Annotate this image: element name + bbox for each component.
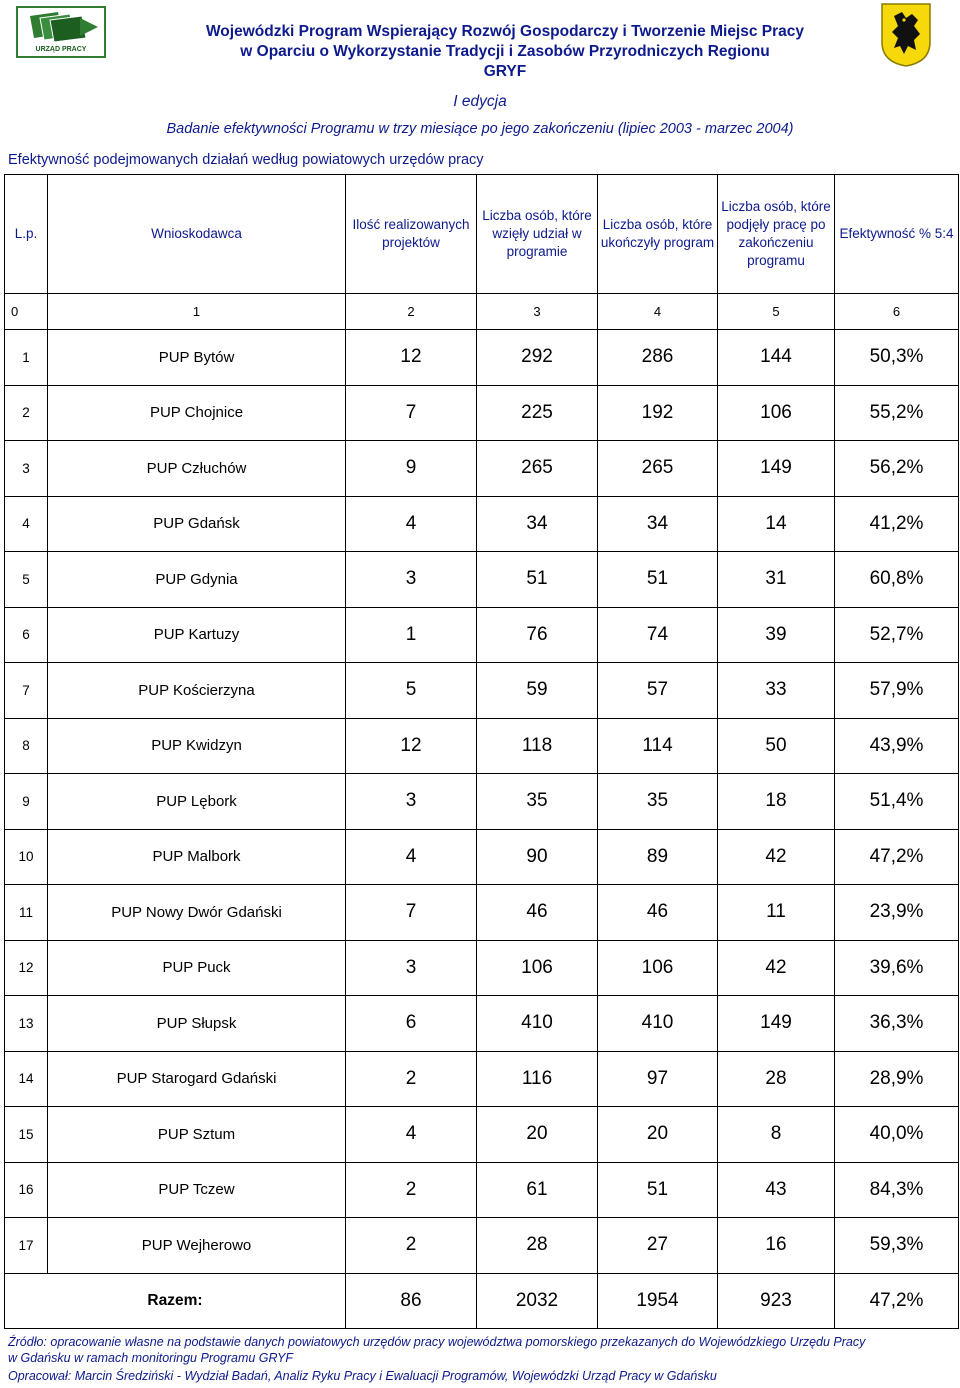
row-number: 11 (5, 885, 48, 941)
applicant-name: PUP Kartuzy (48, 607, 346, 663)
effectiveness-value: 84,3% (835, 1162, 959, 1218)
row-number: 12 (5, 940, 48, 996)
projects-count: 1 (346, 607, 477, 663)
projects-count: 2 (346, 1051, 477, 1107)
griffin-crest-icon (880, 2, 932, 68)
employed-count: 144 (718, 330, 835, 386)
completed-count: 27 (598, 1218, 718, 1274)
employed-count: 39 (718, 607, 835, 663)
title-line-3: GRYF (483, 63, 527, 80)
edition-label: I edycja (453, 93, 507, 110)
total-completed: 1954 (598, 1273, 718, 1328)
participants-count: 225 (477, 385, 598, 441)
effectiveness-value: 36,3% (835, 996, 959, 1052)
employed-count: 8 (718, 1107, 835, 1163)
row-number: 4 (5, 496, 48, 552)
projects-count: 7 (346, 885, 477, 941)
completed-count: 97 (598, 1051, 718, 1107)
completed-count: 57 (598, 663, 718, 719)
total-effectiveness: 47,2% (835, 1273, 959, 1328)
completed-count: 51 (598, 552, 718, 608)
source-note (8, 1334, 958, 1366)
table-row (5, 996, 959, 1052)
projects-count: 12 (346, 330, 477, 386)
table-row (5, 330, 959, 386)
row-number: 13 (5, 996, 48, 1052)
employed-count: 11 (718, 885, 835, 941)
row-number: 9 (5, 774, 48, 830)
participants-count: 28 (477, 1218, 598, 1274)
table-row (5, 441, 959, 497)
effectiveness-value: 43,9% (835, 718, 959, 774)
projects-count: 9 (346, 441, 477, 497)
applicant-name: PUP Chojnice (48, 385, 346, 441)
index-cell: 2 (346, 294, 477, 330)
projects-count: 4 (346, 1107, 477, 1163)
participants-count: 20 (477, 1107, 598, 1163)
effectiveness-value: 50,3% (835, 330, 959, 386)
effectiveness-value: 41,2% (835, 496, 959, 552)
employed-count: 14 (718, 496, 835, 552)
completed-count: 265 (598, 441, 718, 497)
completed-count: 114 (598, 718, 718, 774)
author-note: Opracował: Marcin Średziński - Wydział Badań, Analiz Ryku Pracy i Ewaluacji Programów, Wojewódzki Urząd Pracy w Gdańsku (8, 1369, 717, 1383)
completed-count: 286 (598, 330, 718, 386)
index-cell: 4 (598, 294, 718, 330)
applicant-name: PUP Słupsk (48, 996, 346, 1052)
applicant-name: PUP Kościerzyna (48, 663, 346, 719)
row-number: 3 (5, 441, 48, 497)
effectiveness-value: 60,8% (835, 552, 959, 608)
applicant-name: PUP Gdańsk (48, 496, 346, 552)
effectiveness-value: 40,0% (835, 1107, 959, 1163)
completed-count: 34 (598, 496, 718, 552)
participants-count: 118 (477, 718, 598, 774)
projects-count: 12 (346, 718, 477, 774)
projects-count: 5 (346, 663, 477, 719)
effectiveness-value: 55,2% (835, 385, 959, 441)
employed-count: 18 (718, 774, 835, 830)
total-participants: 2032 (477, 1273, 598, 1328)
completed-count: 51 (598, 1162, 718, 1218)
effectiveness-table (4, 174, 959, 1329)
participants-count: 61 (477, 1162, 598, 1218)
index-cell: 6 (835, 294, 959, 330)
table-row (5, 885, 959, 941)
projects-count: 2 (346, 1218, 477, 1274)
table-row (5, 774, 959, 830)
participants-count: 76 (477, 607, 598, 663)
participants-count: 46 (477, 885, 598, 941)
completed-count: 106 (598, 940, 718, 996)
employed-count: 28 (718, 1051, 835, 1107)
participants-count: 51 (477, 552, 598, 608)
applicant-name: PUP Kwidzyn (48, 718, 346, 774)
effectiveness-value: 51,4% (835, 774, 959, 830)
table-row (5, 496, 959, 552)
header-projects: Ilość realizowanych projektów (346, 175, 477, 294)
logo-label: URZĄD PRACY (35, 46, 87, 53)
applicant-name: PUP Bytów (48, 330, 346, 386)
table-row (5, 1051, 959, 1107)
header-row (5, 175, 959, 294)
total-label: Razem: (5, 1273, 346, 1328)
effectiveness-value: 57,9% (835, 663, 959, 719)
completed-count: 20 (598, 1107, 718, 1163)
projects-count: 3 (346, 940, 477, 996)
completed-count: 35 (598, 774, 718, 830)
row-number: 17 (5, 1218, 48, 1274)
header-completed: Liczba osób, które ukończyły program (598, 175, 718, 294)
employed-count: 149 (718, 996, 835, 1052)
total-row (5, 1273, 959, 1328)
table-row (5, 829, 959, 885)
total-employed: 923 (718, 1273, 835, 1328)
source-line-2: w Gdańsku w ramach monitoringu Programu GRYF (8, 1351, 294, 1365)
employed-count: 16 (718, 1218, 835, 1274)
projects-count: 4 (346, 829, 477, 885)
table-subtitle: Efektywność podejmowanych działań według powiatowych urzędów pracy (8, 152, 484, 168)
index-cell: 1 (48, 294, 346, 330)
study-description: Badanie efektywności Programu w trzy miesiące po jego zakończeniu (lipiec 2003 - marzec 2004) (166, 121, 794, 137)
row-number: 5 (5, 552, 48, 608)
completed-count: 89 (598, 829, 718, 885)
header-effectiveness: Efektywność % 5:4 (835, 175, 959, 294)
participants-count: 106 (477, 940, 598, 996)
table-row (5, 1107, 959, 1163)
title-line-2: w Oparciu o Wykorzystanie Tradycji i Zasobów Przyrodniczych Regionu (240, 43, 770, 60)
header-lp: L.p. (5, 175, 48, 294)
participants-count: 292 (477, 330, 598, 386)
effectiveness-value: 47,2% (835, 829, 959, 885)
table-row (5, 607, 959, 663)
title-line-1: Wojewódzki Program Wspierający Rozwój Gospodarczy i Tworzenie Miejsc Pracy (205, 23, 805, 40)
completed-count: 192 (598, 385, 718, 441)
employed-count: 33 (718, 663, 835, 719)
employed-count: 106 (718, 385, 835, 441)
participants-count: 116 (477, 1051, 598, 1107)
applicant-name: PUP Nowy Dwór Gdański (48, 885, 346, 941)
projects-count: 4 (346, 496, 477, 552)
applicant-name: PUP Puck (48, 940, 346, 996)
applicant-name: PUP Wejherowo (48, 1218, 346, 1274)
row-number: 15 (5, 1107, 48, 1163)
participants-count: 35 (477, 774, 598, 830)
index-cell: 5 (718, 294, 835, 330)
participants-count: 34 (477, 496, 598, 552)
employed-count: 42 (718, 829, 835, 885)
participants-count: 90 (477, 829, 598, 885)
effectiveness-value: 59,3% (835, 1218, 959, 1274)
pomorskie-crest (880, 2, 932, 68)
applicant-name: PUP Sztum (48, 1107, 346, 1163)
effectiveness-value: 56,2% (835, 441, 959, 497)
table-row (5, 552, 959, 608)
effectiveness-value: 23,9% (835, 885, 959, 941)
applicant-name: PUP Starogard Gdański (48, 1051, 346, 1107)
row-number: 2 (5, 385, 48, 441)
completed-count: 46 (598, 885, 718, 941)
table-row (5, 1162, 959, 1218)
table-row (5, 385, 959, 441)
projects-count: 3 (346, 552, 477, 608)
applicant-name: PUP Tczew (48, 1162, 346, 1218)
source-line-1: Źródło: opracowanie własne na podstawie danych powiatowych urzędów pracy województwa pomorskiego przekazanych do Wojewódzkiego Urzędu Pracy (8, 1335, 866, 1349)
row-number: 10 (5, 829, 48, 885)
effectiveness-value: 28,9% (835, 1051, 959, 1107)
row-number: 8 (5, 718, 48, 774)
cards-icon (18, 8, 104, 46)
row-number: 1 (5, 330, 48, 386)
table-row (5, 1218, 959, 1274)
effectiveness-value: 52,7% (835, 607, 959, 663)
applicant-name: PUP Gdynia (48, 552, 346, 608)
applicant-name: PUP Lębork (48, 774, 346, 830)
header-employed: Liczba osób, które podjęły pracę po zakończeniu programu (718, 175, 835, 294)
employed-count: 43 (718, 1162, 835, 1218)
table-row (5, 663, 959, 719)
table-row (5, 718, 959, 774)
projects-count: 2 (346, 1162, 477, 1218)
projects-count: 7 (346, 385, 477, 441)
urzad-pracy-logo (16, 6, 106, 58)
row-number: 6 (5, 607, 48, 663)
projects-count: 3 (346, 774, 477, 830)
row-number: 14 (5, 1051, 48, 1107)
index-cell: 0 (5, 294, 48, 330)
employed-count: 50 (718, 718, 835, 774)
participants-count: 59 (477, 663, 598, 719)
header-applicant: Wnioskodawca (48, 175, 346, 294)
completed-count: 74 (598, 607, 718, 663)
row-number: 16 (5, 1162, 48, 1218)
applicant-name: PUP Człuchów (48, 441, 346, 497)
effectiveness-value: 39,6% (835, 940, 959, 996)
applicant-name: PUP Malbork (48, 829, 346, 885)
participants-count: 410 (477, 996, 598, 1052)
employed-count: 42 (718, 940, 835, 996)
row-number: 7 (5, 663, 48, 719)
employed-count: 31 (718, 552, 835, 608)
program-title (170, 22, 840, 82)
index-cell: 3 (477, 294, 598, 330)
employed-count: 149 (718, 441, 835, 497)
total-projects: 86 (346, 1273, 477, 1328)
projects-count: 6 (346, 996, 477, 1052)
column-index-row (5, 294, 959, 330)
participants-count: 265 (477, 441, 598, 497)
completed-count: 410 (598, 996, 718, 1052)
header-participants: Liczba osób, które wzięły udział w programie (477, 175, 598, 294)
table-row (5, 940, 959, 996)
